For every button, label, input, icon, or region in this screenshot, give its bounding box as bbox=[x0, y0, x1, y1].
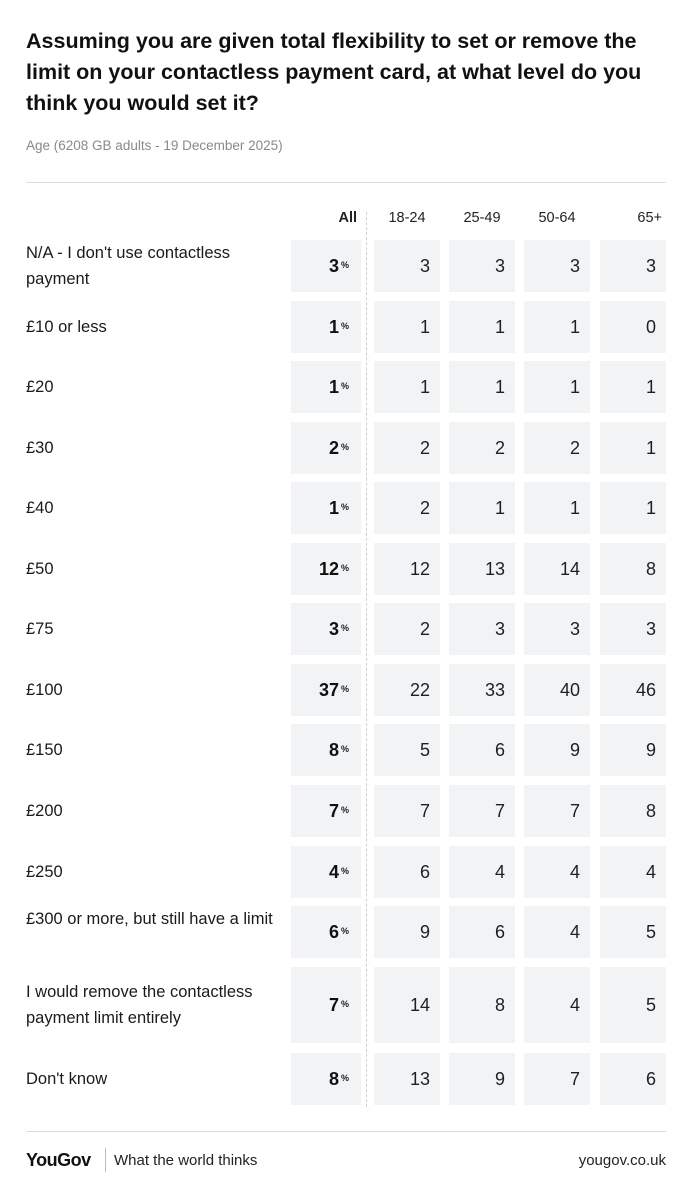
row-label: I would remove the contactless payment limit entirely bbox=[26, 983, 253, 1027]
percent-sign: % bbox=[340, 502, 349, 512]
percent-sign: % bbox=[340, 866, 349, 876]
row-label: £30 bbox=[26, 439, 54, 457]
age-value-cell: 2 bbox=[374, 603, 440, 655]
age-value-cell: 5 bbox=[600, 967, 666, 1043]
percent-sign: % bbox=[340, 381, 349, 391]
age-value-cell: 9 bbox=[449, 1053, 515, 1105]
all-value-cell bbox=[291, 422, 361, 474]
all-value: 1 bbox=[328, 376, 339, 397]
age-value-cell: 4 bbox=[524, 906, 590, 958]
age-value-cell: 6 bbox=[449, 906, 515, 958]
all-value-cell bbox=[291, 361, 361, 413]
age-value-cell: 9 bbox=[374, 906, 440, 958]
footer-separator bbox=[105, 1148, 106, 1172]
age-value-cell: 1 bbox=[374, 361, 440, 413]
percent-sign: % bbox=[340, 684, 349, 694]
age-value-cell: 6 bbox=[600, 1053, 666, 1105]
age-value-cell: 1 bbox=[600, 482, 666, 534]
all-value-cell bbox=[291, 543, 361, 595]
age-value-cell: 4 bbox=[449, 846, 515, 898]
chart-title: Assuming you are given total flexibility to set or remove the limit on your contactless payment card, at what level do you think you would set it? bbox=[26, 29, 642, 115]
all-value-cell bbox=[291, 482, 361, 534]
all-value-cell bbox=[291, 724, 361, 776]
row-label: £100 bbox=[26, 681, 63, 699]
row-label: £50 bbox=[26, 560, 54, 578]
all-value: 2 bbox=[328, 437, 339, 458]
chart-subtitle: Age (6208 GB adults - 19 December 2025) bbox=[26, 138, 283, 153]
age-value-cell: 3 bbox=[600, 603, 666, 655]
footer-tagline: What the world thinks bbox=[114, 1152, 258, 1169]
age-value-cell: 8 bbox=[600, 543, 666, 595]
age-value-cell: 1 bbox=[600, 422, 666, 474]
age-value-cell: 2 bbox=[374, 482, 440, 534]
row-label: £250 bbox=[26, 863, 63, 881]
row-label: N/A - I don't use contactless payment bbox=[26, 244, 231, 288]
age-value-cell: 40 bbox=[524, 664, 590, 716]
age-value-cell: 1 bbox=[449, 361, 515, 413]
age-value-cell: 4 bbox=[600, 846, 666, 898]
all-value: 3 bbox=[328, 618, 339, 639]
row-label: £20 bbox=[26, 378, 54, 396]
percent-sign: % bbox=[340, 1073, 349, 1083]
all-value-cell bbox=[291, 846, 361, 898]
age-value-cell: 8 bbox=[600, 785, 666, 837]
age-value-cell: 1 bbox=[524, 482, 590, 534]
percent-sign: % bbox=[340, 999, 349, 1009]
row-label: Don't know bbox=[26, 1070, 108, 1088]
yougov-logo[interactable]: YouGov bbox=[26, 1150, 91, 1170]
age-value-cell: 46 bbox=[600, 664, 666, 716]
all-column-divider bbox=[366, 212, 367, 1107]
all-value-cell bbox=[291, 240, 361, 292]
age-value-cell: 4 bbox=[524, 967, 590, 1043]
age-value-cell: 6 bbox=[449, 724, 515, 776]
row-label: £150 bbox=[26, 741, 63, 759]
age-value-cell: 7 bbox=[374, 785, 440, 837]
all-value: 1 bbox=[328, 316, 339, 337]
age-value-cell: 3 bbox=[449, 603, 515, 655]
bottom-divider bbox=[26, 1131, 666, 1132]
all-value: 1 bbox=[328, 497, 339, 518]
percent-sign: % bbox=[340, 563, 349, 573]
all-value: 37 bbox=[318, 679, 339, 700]
age-value-cell: 7 bbox=[449, 785, 515, 837]
age-value-cell: 3 bbox=[374, 240, 440, 292]
footer-site-link[interactable]: yougov.co.uk bbox=[578, 1152, 666, 1169]
column-header: 25-49 bbox=[463, 210, 501, 226]
percent-sign: % bbox=[340, 321, 349, 331]
all-value: 7 bbox=[328, 994, 339, 1015]
age-value-cell: 12 bbox=[374, 543, 440, 595]
age-value-cell: 1 bbox=[524, 301, 590, 353]
all-value: 8 bbox=[328, 739, 339, 760]
row-label: £10 or less bbox=[26, 318, 107, 336]
all-value-cell bbox=[291, 967, 361, 1043]
age-value-cell: 13 bbox=[449, 543, 515, 595]
all-value: 7 bbox=[328, 800, 339, 821]
percent-sign: % bbox=[340, 442, 349, 452]
all-value: 8 bbox=[328, 1068, 339, 1089]
age-value-cell: 1 bbox=[524, 361, 590, 413]
age-value-cell: 0 bbox=[600, 301, 666, 353]
age-value-cell: 2 bbox=[449, 422, 515, 474]
all-value-cell bbox=[291, 603, 361, 655]
age-value-cell: 5 bbox=[374, 724, 440, 776]
age-value-cell: 5 bbox=[600, 906, 666, 958]
all-value-cell bbox=[291, 1053, 361, 1105]
all-value-cell bbox=[291, 664, 361, 716]
age-value-cell: 1 bbox=[449, 482, 515, 534]
age-value-cell: 3 bbox=[524, 603, 590, 655]
age-value-cell: 4 bbox=[524, 846, 590, 898]
age-value-cell: 9 bbox=[524, 724, 590, 776]
age-value-cell: 13 bbox=[374, 1053, 440, 1105]
column-header: 65+ bbox=[637, 210, 662, 226]
age-value-cell: 3 bbox=[600, 240, 666, 292]
age-value-cell: 33 bbox=[449, 664, 515, 716]
age-value-cell: 14 bbox=[524, 543, 590, 595]
age-value-cell: 6 bbox=[374, 846, 440, 898]
age-value-cell: 9 bbox=[600, 724, 666, 776]
all-value-cell bbox=[291, 785, 361, 837]
row-label: £200 bbox=[26, 802, 63, 820]
age-value-cell: 8 bbox=[449, 967, 515, 1043]
all-value: 12 bbox=[318, 558, 339, 579]
all-value: 6 bbox=[328, 921, 339, 942]
percent-sign: % bbox=[340, 805, 349, 815]
row-label: £75 bbox=[26, 620, 54, 638]
row-label: £40 bbox=[26, 499, 54, 517]
age-value-cell: 7 bbox=[524, 1053, 590, 1105]
all-value-cell bbox=[291, 906, 361, 958]
percent-sign: % bbox=[340, 744, 349, 754]
column-header: 50-64 bbox=[538, 210, 576, 226]
all-value: 4 bbox=[328, 861, 339, 882]
percent-sign: % bbox=[340, 926, 349, 936]
age-value-cell: 7 bbox=[524, 785, 590, 837]
age-value-cell: 22 bbox=[374, 664, 440, 716]
column-header-all: All bbox=[338, 210, 357, 226]
age-value-cell: 3 bbox=[449, 240, 515, 292]
age-value-cell: 1 bbox=[449, 301, 515, 353]
age-value-cell: 2 bbox=[524, 422, 590, 474]
row-label: £300 or more, but still have a limit bbox=[26, 910, 273, 928]
age-value-cell: 1 bbox=[600, 361, 666, 413]
all-value-cell bbox=[291, 301, 361, 353]
age-value-cell: 2 bbox=[374, 422, 440, 474]
age-value-cell: 3 bbox=[524, 240, 590, 292]
all-value: 3 bbox=[328, 255, 339, 276]
age-value-cell: 1 bbox=[374, 301, 440, 353]
column-header: 18-24 bbox=[388, 210, 426, 226]
age-value-cell: 14 bbox=[374, 967, 440, 1043]
percent-sign: % bbox=[340, 260, 349, 270]
percent-sign: % bbox=[340, 623, 349, 633]
